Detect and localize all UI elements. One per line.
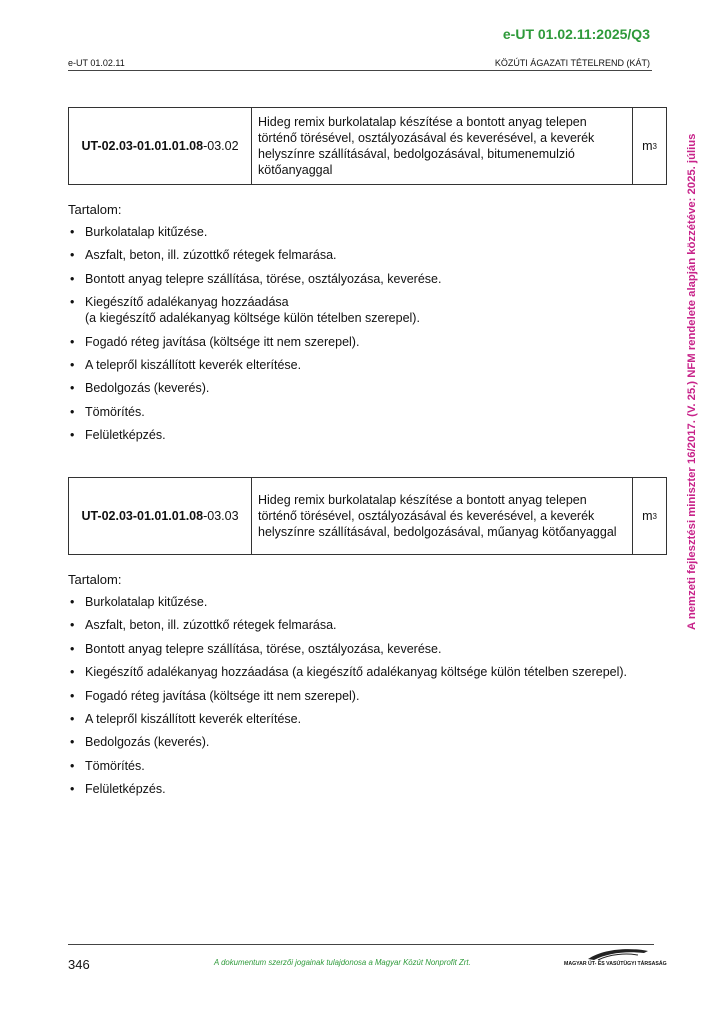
item-unit	[633, 478, 666, 554]
side-publication-note: A nemzeti fejlesztési miniszter 16/2017. (V. 25.) NFM rendelete alapján közzétéve: 2025. július	[686, 133, 698, 630]
list-item: • Fogadó réteg javítása (költsége itt nem szerepel).	[68, 334, 628, 350]
list-item: • Felületképzés.	[68, 781, 628, 797]
company-logo-icon	[558, 945, 658, 971]
copyright-notice: A dokumentum szerzői jogainak tulajdonosa a Magyar Közút Nonprofit Zrt.	[214, 958, 471, 967]
list-item: • Burkolatalap kitűzése.	[68, 594, 628, 610]
list-item: • Bontott anyag telepre szállítása, törése, osztályozása, keverése.	[68, 271, 628, 287]
unit-base: m	[642, 139, 653, 153]
list-item: • Kiegészítő adalékanyag hozzáadása (a kiegészítő adalékanyag költsége külön tételben szerepel).	[68, 664, 628, 680]
item-description: Hideg remix burkolatalap készítése a bontott anyag telepen történő törésével, osztályozásával és keverésével, a keverék helyszínre szállításával, bedolgozásával, bitumenemulzió kötőanyaggal	[252, 108, 633, 184]
list-item: • Aszfalt, beton, ill. zúzottkő rétegek felmarása.	[68, 247, 628, 263]
item-code-bold: UT-02.03-01.01.01.08	[81, 509, 204, 523]
list-item: • Tömörítés.	[68, 404, 628, 420]
unit-base: m	[642, 509, 653, 523]
list-item: • Burkolatalap kitűzése.	[68, 224, 628, 240]
item-table-1	[68, 107, 667, 185]
header-left: e-UT 01.02.11	[68, 58, 125, 68]
page-number: 346	[68, 957, 90, 972]
list-item: • Kiegészítő adalékanyag hozzáadása (a kiegészítő adalékanyag költsége külön tételben szerepel).	[68, 294, 628, 326]
item-code-suffix: -03.03	[203, 509, 239, 523]
header-right: KÖZÚTI ÁGAZATI TÉTELREND (KÁT)	[494, 58, 650, 68]
document-code: e-UT 01.02.11:2025/Q3	[502, 26, 650, 42]
item-code	[69, 478, 252, 554]
unit-exponent: 3	[652, 141, 657, 151]
header-divider	[68, 70, 652, 71]
item-table-2	[68, 477, 667, 555]
list-item: • Bedolgozás (keverés).	[68, 380, 628, 396]
content-label: Tartalom:	[68, 572, 122, 587]
list-item: • Bontott anyag telepre szállítása, törése, osztályozása, keverése.	[68, 641, 628, 657]
item-code-bold: UT-02.03-01.01.01.08	[81, 139, 204, 153]
item-code	[69, 108, 252, 184]
logo-label: MAGYAR ÚT- ÉS VASÚTÜGYI TÁRSASÁG	[564, 961, 667, 967]
content-list-1	[68, 224, 628, 451]
content-label: Tartalom:	[68, 202, 122, 217]
item-code-suffix: -03.02	[203, 139, 239, 153]
item-unit	[633, 108, 666, 184]
list-item: • A telepről kiszállított keverék elterítése.	[68, 711, 628, 727]
list-item: • Fogadó réteg javítása (költsége itt nem szerepel).	[68, 688, 628, 704]
item-description: Hideg remix burkolatalap készítése a bontott anyag telepen történő törésével, osztályozásával és keverésével, a keverék helyszínre szállításával, bedolgozásával, műanyag kötőanyaggal	[252, 478, 633, 554]
list-item: • Aszfalt, beton, ill. zúzottkő rétegek felmarása.	[68, 617, 628, 633]
unit-exponent: 3	[652, 511, 657, 521]
content-list-2	[68, 594, 628, 805]
list-item: • Tömörítés.	[68, 758, 628, 774]
list-item: • Bedolgozás (keverés).	[68, 734, 628, 750]
list-item: • Felületképzés.	[68, 427, 628, 443]
list-item: • A telepről kiszállított keverék elterítése.	[68, 357, 628, 373]
